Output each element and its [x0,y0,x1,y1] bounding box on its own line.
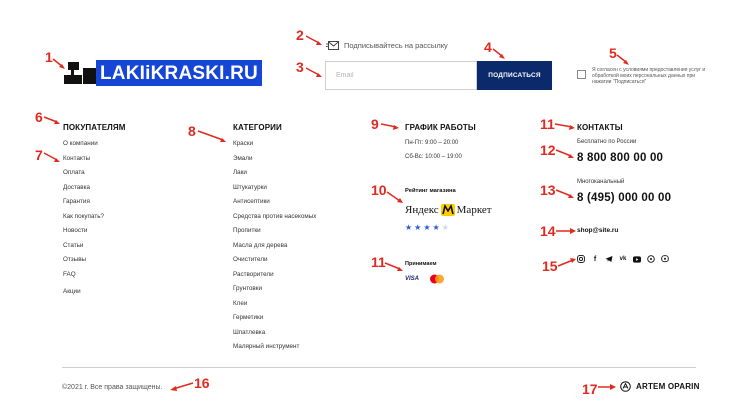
annotation-arrow-16 [168,381,194,393]
categories-link[interactable]: Масла для дерева [233,241,288,249]
categories-title: КАТЕГОРИИ [233,123,282,132]
market-name-2: Маркет [456,204,492,216]
buyers-link[interactable]: Статьи [63,241,84,249]
brand-name: ARTEM OPARIN [636,382,700,391]
annotation-arrow-14 [555,226,577,236]
rating-star-icon: ★ [441,223,449,232]
rating-star-icon: ★ [432,223,440,232]
buyers-link[interactable]: Контакты [63,154,91,162]
market-m-icon [441,204,455,216]
buyers-link[interactable]: Акции [63,288,81,295]
annotation-arrow-17 [597,382,617,392]
viber-icon[interactable] [661,255,669,263]
multichannel-label: Многоканальный [577,179,625,185]
market-name-1: Яндекс [405,204,439,216]
categories-list [233,140,316,358]
annotation-11a: 11 [371,254,386,270]
annotation-arrow-10 [386,191,404,205]
rating-star-icon: ★ [414,223,422,232]
subscribe-label [326,41,448,50]
rating-star-icon: ★ [405,223,413,232]
schedule-title: ГРАФИК РАБОТЫ [405,123,476,132]
paint-roller-icon [62,60,96,86]
free-phone[interactable]: 8 800 800 00 00 [577,152,664,164]
categories-link[interactable]: Малярный инструмент [233,343,300,350]
categories-link[interactable]: Средства против насекомых [233,212,317,220]
youtube-icon[interactable] [633,255,641,263]
whatsapp-icon[interactable] [647,255,655,263]
facebook-icon[interactable]: f [593,255,597,263]
vk-icon[interactable]: vk [619,256,627,262]
consent-checkbox[interactable] [577,70,586,79]
annotation-arrow-7 [43,152,61,164]
visa-icon: VISA [405,276,420,282]
annotation-arrow-15 [557,257,577,269]
categories-link[interactable]: Растворители [233,270,274,278]
buyers-link[interactable]: Новости [63,227,88,234]
subscribe-label-text: Подписывайтесь на рассылку [344,41,448,50]
annotation-1: 1 [45,49,53,65]
buyers-list [63,140,104,303]
contacts-title: КОНТАКТЫ [577,123,623,132]
annotation-5: 5 [609,45,617,61]
annotation-17: 17 [582,381,598,397]
annotation-arrow-9 [380,122,400,132]
buyers-link[interactable]: Гарантия [63,198,90,205]
buyers-title: ПОКУПАТЕЛЯМ [63,123,126,132]
annotation-4: 4 [484,39,492,55]
annotation-6: 6 [35,109,43,125]
categories-link[interactable]: Антисептики [233,198,270,205]
annotation-8: 8 [188,123,196,139]
annotation-arrow-6 [43,116,61,126]
buyers-link[interactable]: О компании [63,140,98,147]
rating-star-icon: ★ [423,223,431,232]
rating-stars [405,224,449,232]
annotation-arrow-8 [197,130,227,144]
free-call-label: Бесплатно по России [577,139,637,145]
categories-link[interactable]: Штукатурки [233,183,267,191]
buyers-link[interactable]: Оплата [63,169,85,176]
buyers-link[interactable]: Как покупать? [63,212,105,220]
categories-link[interactable]: Герметики [233,314,264,321]
categories-link[interactable]: Шпатлевка [233,328,266,336]
social-icons [577,255,669,263]
developer-brand[interactable] [620,381,700,392]
annotation-15: 15 [542,258,558,274]
buyers-link[interactable]: FAQ [63,270,76,278]
annotation-arrow-4 [492,48,506,60]
annotation-2: 2 [296,27,304,43]
rating-title: Рейтинг магазина [405,188,456,194]
categories-link[interactable]: Пропитки [233,227,261,234]
buyers-link[interactable]: Доставка [63,183,91,191]
annotation-arrow-11a [384,262,404,274]
categories-link[interactable]: Грунтовки [233,285,263,292]
consent-block [577,67,714,85]
contact-email[interactable]: shop@site.ru [577,227,619,234]
annotation-9: 9 [371,116,379,132]
instagram-icon[interactable] [577,255,585,263]
annotation-arrow-1 [52,58,66,70]
footer-divider [62,367,696,368]
annotation-arrow-5 [616,54,630,66]
annotation-13: 13 [540,182,556,198]
telegram-icon[interactable] [605,255,613,263]
site-logo[interactable] [62,60,262,86]
schedule-weekdays: Пн-Пт: 9:00 – 20:00 [405,140,459,146]
annotation-14: 14 [540,223,556,239]
annotation-11b: 11 [540,116,555,132]
annotation-arrow-11b [554,122,576,132]
payment-title: Принимаем [405,261,437,267]
annotation-12: 12 [540,142,556,158]
annotation-10: 10 [371,182,387,198]
annotation-3: 3 [296,59,304,75]
categories-link[interactable]: Очистители [233,256,268,263]
annotation-7: 7 [35,147,43,163]
envelope-icon [326,41,339,50]
categories-link[interactable]: Клеи [233,299,248,307]
annotation-arrow-13 [555,189,575,201]
annotation-arrow-12 [555,149,575,161]
yandex-market-logo[interactable] [405,204,492,216]
multichannel-phone[interactable]: 8 (495) 000 00 00 [577,192,672,204]
mastercard-icon [429,274,445,284]
categories-link[interactable]: Эмали [233,154,253,162]
subscribe-button[interactable]: ПОДПИСАТЬСЯ [477,61,552,90]
categories-link[interactable]: Краски [233,140,254,147]
copyright: ©2021 г. Все права защищены. [62,384,163,391]
buyers-link[interactable]: Отзывы [63,256,87,263]
annotation-arrow-3 [305,67,323,79]
brand-logo-icon [620,381,631,392]
categories-link[interactable]: Лаки [233,169,247,176]
logo-text: LAKIiKRASKI.RU [96,60,262,86]
annotation-arrow-2 [305,35,323,47]
annotation-16: 16 [194,375,210,391]
consent-text: Я согласен с условиями предоставления услуг и обработкой моих персональных данных при нажатии "Подписаться" [592,67,706,85]
schedule-weekend: Сб-Вс: 10:00 – 19:00 [405,154,462,160]
payment-methods [405,274,445,284]
email-input[interactable] [325,61,477,90]
